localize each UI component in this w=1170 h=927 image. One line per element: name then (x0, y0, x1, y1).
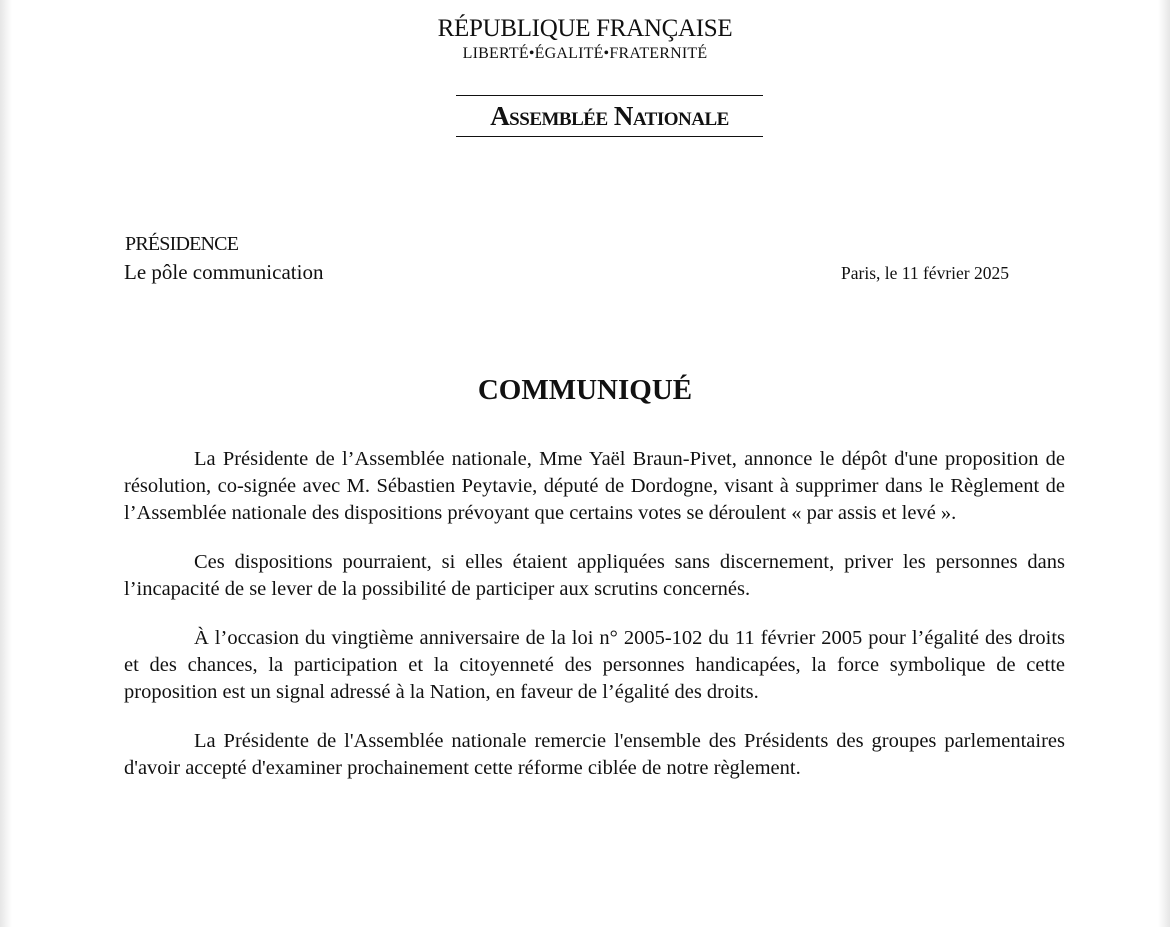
body-paragraph: La Présidente de l'Assemblée nationale remercie l'ensemble des Présidents des groupes parlementaires d'avoir accepté d'examiner prochainement cette réforme ciblée de notre règlement. (124, 730, 1065, 779)
document-date: Paris, le 11 février 2025 (841, 263, 1009, 283)
document-body (124, 446, 1065, 804)
national-motto: LIBERTÉ•ÉGALITÉ•FRATERNITÉ (462, 45, 708, 62)
document-title: COMMUNIQUÉ (477, 374, 693, 406)
body-paragraph: Ces dispositions pourraient, si elles étaient appliquées sans discernement, priver les personnes dans l’incapacité de se lever de la possibilité de participer aux scrutins concernés. (124, 551, 1065, 600)
republic-name: RÉPUBLIQUE FRANÇAISE (437, 15, 733, 42)
page-edge-shadow-left (0, 0, 12, 927)
body-paragraph: La Présidente de l’Assemblée nationale, Mme Yaël Braun-Pivet, annonce le dépôt d'une proposition de résolution, co-signée avec M. Sébastien Peytavie, député de Dordogne, visant à supprimer dans le Règlement de l’Assemblée nationale des dispositions prévoyant que certains votes se déroulent « par assis et levé ». (124, 448, 1065, 524)
sender-office: PRÉSIDENCE (125, 233, 239, 255)
sender-department: Le pôle communication (124, 260, 324, 284)
page-edge-shadow-right (1158, 0, 1170, 927)
body-paragraph: À l’occasion du vingtième anniversaire de la loi n° 2005-102 du 11 février 2005 pour l’égalité des droits et des chances, la participation et la citoyenneté des personnes handicapées, la force symbolique de cette proposition est un signal adressé à la Nation, en faveur de l’égalité des droits. (124, 627, 1065, 703)
institution-name: Assemblée Nationale (490, 101, 729, 131)
document-header (0, 14, 1170, 64)
institution-banner (456, 95, 763, 137)
